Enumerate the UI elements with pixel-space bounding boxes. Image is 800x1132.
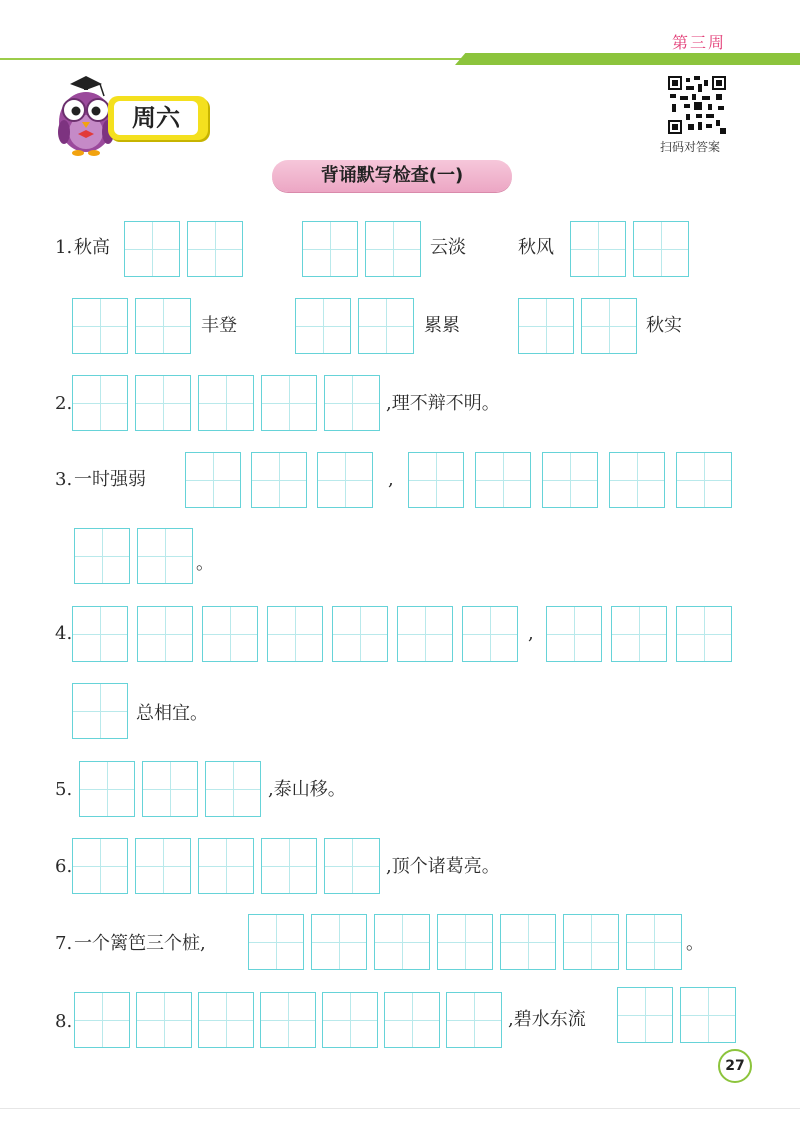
answer-cell[interactable]: [198, 838, 254, 894]
q2-text-1: ,理不辩不明。: [386, 393, 500, 414]
answer-cell[interactable]: [408, 452, 464, 508]
answer-cell[interactable]: [72, 298, 128, 354]
q3-text-2: ,: [388, 469, 394, 490]
answer-cell[interactable]: [475, 452, 531, 508]
qr-caption: 扫码对答案: [660, 140, 721, 154]
q4-text-2: 总相宜。: [136, 703, 208, 724]
answer-cell[interactable]: [563, 914, 619, 970]
q7-text-1: 一个篱笆三个桩,: [74, 933, 206, 954]
q7-text-2: 。: [686, 933, 704, 954]
answer-cell[interactable]: [135, 298, 191, 354]
answer-cell[interactable]: [135, 838, 191, 894]
answer-cell[interactable]: [198, 375, 254, 431]
answer-cell[interactable]: [609, 452, 665, 508]
answer-cell[interactable]: [135, 375, 191, 431]
answer-cell[interactable]: [518, 298, 574, 354]
answer-cell[interactable]: [74, 992, 130, 1048]
answer-cell[interactable]: [633, 221, 689, 277]
q1-text-1: 秋高: [74, 237, 110, 258]
answer-cell[interactable]: [617, 987, 673, 1043]
answer-cell[interactable]: [261, 838, 317, 894]
answer-cell[interactable]: [261, 375, 317, 431]
answer-cell[interactable]: [72, 838, 128, 894]
q8-text-1: ,碧水东流: [508, 1009, 586, 1030]
answer-cell[interactable]: [365, 221, 421, 277]
q4-text-1: ,: [528, 623, 534, 644]
answer-cell[interactable]: [72, 375, 128, 431]
worksheet-title: 背诵默写检查(一): [272, 160, 512, 192]
q4-number: 4.: [55, 623, 73, 644]
answer-cell[interactable]: [185, 452, 241, 508]
answer-cell[interactable]: [374, 914, 430, 970]
answer-cell[interactable]: [324, 375, 380, 431]
answer-cell[interactable]: [198, 992, 254, 1048]
answer-cell[interactable]: [542, 452, 598, 508]
answer-cell[interactable]: [202, 606, 258, 662]
q3-text-3: 。: [196, 553, 214, 574]
q5-number: 5.: [55, 779, 73, 800]
answer-cell[interactable]: [260, 992, 316, 1048]
answer-cell[interactable]: [267, 606, 323, 662]
answer-cell[interactable]: [302, 221, 358, 277]
answer-cell[interactable]: [358, 298, 414, 354]
answer-cell[interactable]: [570, 221, 626, 277]
answer-cell[interactable]: [72, 683, 128, 739]
answer-cell[interactable]: [676, 452, 732, 508]
q1-text-5: 累累: [424, 315, 460, 336]
answer-cell[interactable]: [317, 452, 373, 508]
answer-cell[interactable]: [136, 992, 192, 1048]
answer-cell[interactable]: [205, 761, 261, 817]
answer-cell[interactable]: [79, 761, 135, 817]
answer-cell[interactable]: [446, 992, 502, 1048]
footer-divider: [0, 1108, 800, 1109]
q3-text-1: 一时强弱: [74, 469, 146, 490]
answer-cell[interactable]: [251, 452, 307, 508]
q8-number: 8.: [55, 1011, 73, 1032]
q1-text-3: 秋风: [518, 237, 554, 258]
q1-number: 1.: [55, 237, 73, 258]
answer-cell[interactable]: [187, 221, 243, 277]
answer-cell[interactable]: [142, 761, 198, 817]
header-band: [455, 53, 800, 65]
answer-cell[interactable]: [124, 221, 180, 277]
q5-text-1: ,泰山移。: [268, 779, 346, 800]
answer-cell[interactable]: [72, 606, 128, 662]
q3-number: 3.: [55, 469, 73, 490]
answer-cell[interactable]: [397, 606, 453, 662]
answer-cell[interactable]: [680, 987, 736, 1043]
page-number: 27: [718, 1049, 752, 1083]
answer-cell[interactable]: [581, 298, 637, 354]
week-label: 第三周: [672, 33, 727, 52]
q1-text-6: 秋实: [646, 315, 682, 336]
answer-cell[interactable]: [311, 914, 367, 970]
answer-cell[interactable]: [74, 528, 130, 584]
answer-cell[interactable]: [437, 914, 493, 970]
q6-text-1: ,顶个诸葛亮。: [386, 856, 500, 877]
qr-code-icon[interactable]: [668, 76, 726, 134]
day-badge: [108, 96, 208, 140]
q1-text-4: 丰登: [201, 315, 237, 336]
answer-cell[interactable]: [500, 914, 556, 970]
answer-cell[interactable]: [295, 298, 351, 354]
answer-cell[interactable]: [384, 992, 440, 1048]
answer-cell[interactable]: [322, 992, 378, 1048]
answer-cell[interactable]: [626, 914, 682, 970]
answer-cell[interactable]: [137, 528, 193, 584]
answer-cell[interactable]: [676, 606, 732, 662]
answer-cell[interactable]: [546, 606, 602, 662]
q1-text-2: 云淡: [430, 237, 466, 258]
answer-cell[interactable]: [611, 606, 667, 662]
q6-number: 6.: [55, 856, 73, 877]
answer-cell[interactable]: [332, 606, 388, 662]
answer-cell[interactable]: [137, 606, 193, 662]
answer-cell[interactable]: [248, 914, 304, 970]
answer-cell[interactable]: [462, 606, 518, 662]
q2-number: 2.: [55, 393, 73, 414]
q7-number: 7.: [55, 933, 73, 954]
answer-cell[interactable]: [324, 838, 380, 894]
day-label: 周六: [114, 101, 198, 135]
